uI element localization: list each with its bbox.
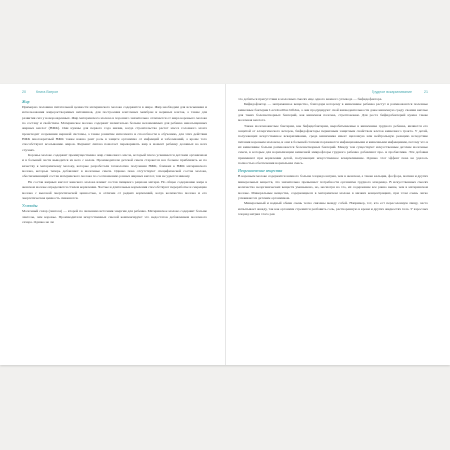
right-page-body — [238, 97, 428, 217]
section-heading: Неорганические вещества — [238, 169, 283, 174]
right-running-header — [238, 87, 428, 97]
body-paragraph: На состав жирных кислот женского молока влияет состав пищевого рациона матери. Но общее содержание жира в женском молоке определяется стилем кормления. Частые и длительные кормления способствуют переработке и секрецию молока с высокой энергетической ценностью, в отличие от редких кормлений, когда количество молока и его энергетическая ценность снижаются. — [22, 179, 207, 200]
right-page-number: 21 — [424, 90, 428, 94]
right-page — [225, 84, 450, 365]
section-heading: Жир — [22, 100, 30, 104]
body-paragraph: Минеральный и водный обмен очень тесно связаны между собой. Например, тот, кто ест пересоленную пищу, часто испытывает жажду, так как организм стремится разбавить соль, растворенную в крови и других жидкостях тела. У взрослых хлорид натрия этого рав — [238, 201, 428, 216]
book-spread — [0, 84, 450, 365]
left-page-body — [22, 99, 207, 225]
left-running-header — [22, 87, 207, 97]
body-paragraph: Молочный сахар (лактоза) — второй по значению источник энергии для ребенка. Материнское молоко содержит больше лактозы, чем коровье. Производители искусственных смесей компенсируют это недостаток добавлением молочного сахара. Однако не ли — [22, 209, 207, 224]
section-heading: Углеводы — [22, 204, 38, 209]
left-page — [0, 84, 225, 365]
body-paragraph: Коровье молоко содержит преимущественно жир сливочного масла, который плохо усваивается детским организмом и в большей части выводится из него с калом. Производители детской смеси стараются все больше приблизить ее по качеству к материнскому молоку, которые разработали технологию получения НЖК, близких к НЖК материнского молока, которые теперь добавляют в молочные смеси. Однако пока отсутствуют специфической состав молока, обеспечивающий состав материнского молока по соотношению разных жирных кислот, тем не удается никому. — [22, 153, 207, 179]
body-paragraph: Бифидофактор — непременное вещество, благодаря которому в кишечнике ребенка растут и размножаются полезные кишечные бактерии Lactobacillus bifidus, а они продуцируют свой жизнедеятельности даже кишечную среду своими кислые для таких болезнетворных бактерий, как кишечная палочка, стрептококки. Для роста бифидобактерий нужна также молочная кислота. — [238, 102, 428, 123]
body-paragraph: Также молочнокислые бактерии, как бифидобактерии, вырабатываемые в кишечнике грудного ребенка, являются его защитой от аллергического ветерок, бифидофакторы первичным защитным свойством клеток кишечного тракта. У детей, получающих искусственное вскармливание, среда кишечника имеет щелочную или нейтральную реакцию вследствие питания коровьим молоком, и они в большей степени поражаются инфекционными и кишечными инфекциями, потому что в их кишечнике больше размножается болезнетворных бактерий. Между тем существуют искусственные детские молочные смеси, в которые для нормализации кишечной микрофлоры грудного ребенка добавляют пре- и пробиотики. Эти добавки применяют при кормлении детей, получающих искусственное вскармливание. Однако этот эффект пока не удалось полностью обеспечения нормальная смесь. — [238, 123, 428, 166]
body-paragraph: Примерно половина питательной ценности материнского молока содержится в жире. Жир необходим для всасывания и использования жирорастворимых витаминов, для построения клеточных мембран и нервных клеток, а также для развития сил у новорожденных. Жир материнского молока в хорошего значительно отличается от жира коровьего молока по составу и свойствам. Материнское молоко содержит значительно больше незаменимых для ребенка ненасыщенных жирных кислот (НЖК). Они нужны для первого года жизни, когда строительства растет масса головного мозга происходит созревания нервной системы, а также развитие интеллекта и способности к обучению, для этих действия НЖК многократный НЖК также важно раит роль в защите организма от инфекций и заболеваний, а кроме того способствуют всасыванию жиров. Фермент липаза помогает переваривать жир в момент ребенку должных во всех случаях. — [22, 105, 207, 152]
left-page-number: 20 — [22, 90, 26, 94]
left-running-title: Книга Ватрон — [36, 90, 59, 94]
body-paragraph: это добиться присутствия в молочных смесях еще одного важного углевода — бифидофактора. — [238, 97, 383, 101]
body-paragraph: В коровьем молоке содержится намного больше хлорида натрия, чем в женском, а также кальция, фосфора, магния и других минеральных веществ, что значительно превышает потребности организма грудного младенца. В искусственных смесях количество неорганических веществ уменьшено, но, несмотря на это, их содержание все равно выше, чем в материнском молоке. Минеральные вещества, содержащиеся в материнском молоке в низких концентрациях, при этом очень легко усваиваются детским организмом. — [238, 174, 428, 200]
right-running-title: Грудное вскармливание — [371, 90, 412, 94]
